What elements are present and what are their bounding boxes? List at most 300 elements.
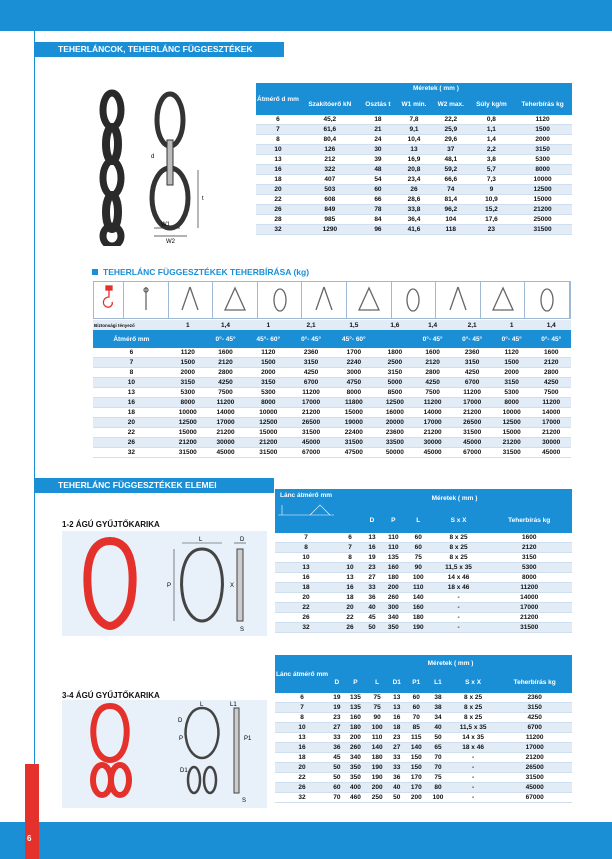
- table-cell: 2120: [486, 543, 572, 553]
- table-row: [256, 195, 572, 205]
- table-cell: 45: [329, 753, 345, 763]
- table-cell: 190: [366, 763, 388, 773]
- table-cell: 11800: [331, 398, 377, 408]
- table-cell: 170: [405, 773, 427, 783]
- table-cell: 8: [275, 543, 337, 553]
- hook-icon: [94, 282, 124, 318]
- table-row: [275, 553, 572, 563]
- chain-link-diagram-icon: [152, 94, 188, 228]
- table-cell: 59,2: [432, 165, 470, 175]
- table-cell: 20000: [377, 418, 413, 428]
- r34-col-D: D: [329, 671, 345, 693]
- angle-range: [170, 330, 206, 348]
- table-cell: 3150: [492, 378, 532, 388]
- table-cell: 1120: [170, 348, 206, 358]
- table-cell: 54: [360, 175, 396, 185]
- four-leg-sling-icon: [302, 282, 347, 318]
- table-row: [275, 703, 572, 713]
- table-row: [275, 783, 572, 793]
- table-cell: 17000: [497, 743, 572, 753]
- table-cell: 180: [366, 753, 388, 763]
- table-cell: 20: [275, 763, 329, 773]
- table-cell: 8: [337, 553, 363, 563]
- table-cell: 50: [363, 623, 381, 633]
- table-cell: 21200: [497, 753, 572, 763]
- table-cell: 8: [275, 713, 329, 723]
- r12-col-P: P: [381, 508, 406, 533]
- table-cell: 190: [406, 623, 431, 633]
- table-cell: 1600: [531, 348, 571, 358]
- table-cell: 26500: [497, 763, 572, 773]
- table-cell: 4250: [206, 378, 246, 388]
- table-cell: 10,4: [396, 135, 432, 145]
- table-cell: 1600: [413, 348, 453, 358]
- table-cell: 16: [388, 713, 405, 723]
- two-leg-sling-icon: [169, 282, 214, 318]
- table-cell: 7500: [531, 388, 571, 398]
- table-row: [93, 358, 571, 368]
- table-cell: 31500: [492, 448, 532, 458]
- table-cell: 66: [360, 195, 396, 205]
- table-row: [256, 215, 572, 225]
- col-capacity: Teherbírás kg: [513, 93, 572, 115]
- table-cell: 17000: [486, 603, 572, 613]
- table-row: [93, 388, 571, 398]
- capacity-table: [93, 320, 571, 458]
- table-cell: 18: [388, 723, 405, 733]
- table-cell: 33: [363, 583, 381, 593]
- table-cell: 11200: [486, 583, 572, 593]
- table-row: [275, 743, 572, 753]
- table-cell: 33500: [377, 438, 413, 448]
- table-row: [256, 135, 572, 145]
- table-cell: 8 x 25: [449, 693, 498, 703]
- table-row: [93, 448, 571, 458]
- table-cell: 2000: [513, 135, 572, 145]
- table-cell: 4250: [452, 368, 492, 378]
- table-cell: 36: [363, 593, 381, 603]
- table-cell: 21200: [291, 408, 331, 418]
- ring12-table: [275, 489, 572, 633]
- r34-label-L1: L1: [230, 702, 237, 708]
- table-cell: 21200: [245, 438, 291, 448]
- table-cell: 23: [470, 225, 514, 235]
- r34-label-P1: P1: [244, 736, 252, 742]
- table-cell: 8 x 25: [431, 543, 487, 553]
- table-row: [256, 185, 572, 195]
- angle-range: 0°- 45°: [531, 330, 571, 348]
- table-cell: 45000: [291, 438, 331, 448]
- safety-factor: 1,4: [531, 320, 571, 330]
- table-cell: 8000: [492, 398, 532, 408]
- table-cell: 40: [363, 603, 381, 613]
- table-cell: 14000: [531, 408, 571, 418]
- table-cell: 407: [300, 175, 360, 185]
- table-cell: 25,9: [432, 125, 470, 135]
- table-cell: 30000: [531, 438, 571, 448]
- chain-table: [256, 83, 572, 235]
- table-row: [256, 155, 572, 165]
- table-cell: 13: [256, 155, 300, 165]
- r12-label-S: S: [240, 627, 245, 633]
- angle-range: 45°- 60°: [331, 330, 377, 348]
- safety-factor: 1,5: [331, 320, 377, 330]
- ring34-title: 3-4 ÁGÚ GYŰJTŐKARIKA: [62, 691, 160, 700]
- table-cell: 30000: [206, 438, 246, 448]
- table-cell: 75: [366, 693, 388, 703]
- table-cell: 5300: [486, 563, 572, 573]
- table-cell: 60: [406, 543, 431, 553]
- table-cell: 1500: [245, 358, 291, 368]
- table-cell: 2800: [531, 368, 571, 378]
- table-row: [275, 723, 572, 733]
- table-cell: 18 x 46: [431, 583, 487, 593]
- section-title-chains: TEHERLÁNCOK, TEHERLÁNC FÜGGESZTÉKEK: [34, 42, 284, 57]
- table-row: [275, 763, 572, 773]
- table-row: [93, 418, 571, 428]
- table-cell: 61,6: [300, 125, 360, 135]
- table-cell: 5,7: [470, 165, 514, 175]
- table-cell: 48,1: [432, 155, 470, 165]
- table-cell: 200: [405, 793, 427, 803]
- table-cell: 78: [360, 205, 396, 215]
- table-cell: 50: [329, 773, 345, 783]
- table-cell: 13: [275, 733, 329, 743]
- table-cell: 15000: [170, 428, 206, 438]
- table-cell: 90: [406, 563, 431, 573]
- ring34-table: [275, 655, 572, 803]
- table-cell: 21200: [513, 205, 572, 215]
- table-cell: 45000: [531, 448, 571, 458]
- table-cell: 45000: [206, 448, 246, 458]
- table-row: [93, 428, 571, 438]
- table-cell: 180: [345, 723, 367, 733]
- table-cell: 18: [275, 753, 329, 763]
- table-cell: 36: [388, 773, 405, 783]
- table-cell: 20: [275, 593, 337, 603]
- two-leg-sling-wide-icon: [213, 282, 258, 318]
- table-cell: 18: [360, 115, 396, 125]
- table-cell: 2800: [413, 368, 453, 378]
- table-cell: 2800: [206, 368, 246, 378]
- table-cell: 17000: [206, 418, 246, 428]
- table-cell: 3000: [331, 368, 377, 378]
- single-leg-sling-icon: [124, 282, 169, 318]
- table-cell: 126: [300, 145, 360, 155]
- table-row: [275, 773, 572, 783]
- table-cell: 25000: [513, 215, 572, 225]
- table-row: [275, 623, 572, 633]
- table-cell: 27: [329, 723, 345, 733]
- table-cell: -: [449, 793, 498, 803]
- left-rule: [34, 31, 35, 831]
- table-cell: 96: [360, 225, 396, 235]
- table-cell: 23,4: [396, 175, 432, 185]
- safety-factor: 1,4: [413, 320, 453, 330]
- basket-sling-icon: [436, 282, 481, 318]
- table-cell: 33: [388, 763, 405, 773]
- r34-label-L: L: [200, 702, 204, 708]
- table-cell: 7: [256, 125, 300, 135]
- table-cell: 60: [360, 185, 396, 195]
- table-cell: 6: [337, 533, 363, 543]
- table-cell: 135: [345, 703, 367, 713]
- table-cell: 10000: [513, 175, 572, 185]
- angle-range: 0°- 45°: [492, 330, 532, 348]
- table-cell: 85: [405, 723, 427, 733]
- r12-col-L: L: [406, 508, 431, 533]
- table-cell: 8 x 25: [449, 713, 498, 723]
- table-cell: 70: [427, 753, 449, 763]
- table-cell: 17000: [413, 418, 453, 428]
- r34-col-cap: Teherbírás kg: [497, 671, 572, 693]
- table-cell: 40: [427, 723, 449, 733]
- table-cell: 7: [337, 543, 363, 553]
- table-cell: 50: [329, 763, 345, 773]
- top-bar: [0, 0, 612, 31]
- table-cell: 45000: [452, 438, 492, 448]
- table-cell: 8 x 25: [431, 533, 487, 543]
- table-cell: 3150: [245, 378, 291, 388]
- r34-col-SX: S x X: [449, 671, 498, 693]
- table-cell: 22: [337, 613, 363, 623]
- ring12-title: 1-2 ÁGÚ GYŰJTŐKARIKA: [62, 520, 160, 529]
- table-cell: 340: [381, 613, 406, 623]
- table-cell: 60: [406, 533, 431, 543]
- table-cell: 350: [381, 623, 406, 633]
- table-cell: 19: [363, 553, 381, 563]
- table-cell: 67000: [291, 448, 331, 458]
- table-cell: 11,5 x 35: [449, 723, 498, 733]
- table-cell: 21200: [206, 428, 246, 438]
- table-cell: 20: [256, 185, 300, 195]
- capacity-title: TEHERLÁNC FÜGGESZTÉKEK TEHERBÍRÁSA (kg): [92, 267, 309, 277]
- table-cell: 8000: [331, 388, 377, 398]
- table-cell: 67000: [452, 448, 492, 458]
- table-cell: 100: [427, 793, 449, 803]
- table-cell: 5300: [513, 155, 572, 165]
- ring34-illustration: [62, 700, 267, 808]
- safety-factor: 1: [245, 320, 291, 330]
- r34-col-L: L: [366, 671, 388, 693]
- table-cell: 34: [427, 713, 449, 723]
- table-cell: 60: [329, 783, 345, 793]
- table-cell: 260: [381, 593, 406, 603]
- r12-chain-header: Lánc átmérő mm: [275, 489, 337, 533]
- table-cell: 31500: [291, 428, 331, 438]
- table-cell: 118: [432, 225, 470, 235]
- table-cell: 11200: [206, 398, 246, 408]
- table-cell: -: [449, 753, 498, 763]
- table-cell: 3150: [497, 703, 572, 713]
- table-cell: 6700: [452, 378, 492, 388]
- table-cell: 14 x 35: [449, 733, 498, 743]
- table-cell: 3150: [452, 358, 492, 368]
- table-cell: 10000: [245, 408, 291, 418]
- table-cell: 16: [275, 573, 337, 583]
- r12-label-X: X: [230, 583, 235, 589]
- table-row: [275, 533, 572, 543]
- table-cell: 1120: [245, 348, 291, 358]
- table-cell: 70: [427, 763, 449, 773]
- table-row: [275, 593, 572, 603]
- table-cell: 1600: [486, 533, 572, 543]
- table-cell: 503: [300, 185, 360, 195]
- table-cell: 30: [360, 145, 396, 155]
- angle-range: 0°- 45°: [291, 330, 331, 348]
- table-cell: 14000: [413, 408, 453, 418]
- table-row: [275, 603, 572, 613]
- table-cell: 17000: [531, 418, 571, 428]
- table-row: [93, 378, 571, 388]
- section-title-elements: TEHERLÁNC FÜGGESZTÉKEK ELEMEI: [34, 478, 274, 493]
- table-cell: 45000: [497, 783, 572, 793]
- r34-col-L1: L1: [427, 671, 449, 693]
- table-cell: 65: [427, 743, 449, 753]
- table-cell: 212: [300, 155, 360, 165]
- table-cell: 16: [363, 543, 381, 553]
- angle-range: 45°- 60°: [245, 330, 291, 348]
- table-cell: 37: [432, 145, 470, 155]
- table-cell: 50000: [377, 448, 413, 458]
- table-row: [275, 793, 572, 803]
- table-cell: 110: [406, 583, 431, 593]
- table-cell: 50: [427, 733, 449, 743]
- table-cell: 10000: [170, 408, 206, 418]
- table-cell: 2000: [245, 368, 291, 378]
- table-cell: 115: [405, 733, 427, 743]
- table-cell: 1500: [513, 125, 572, 135]
- table-cell: 32: [275, 623, 337, 633]
- ring12-illustration: [62, 531, 267, 636]
- table-cell: 14 x 46: [431, 573, 487, 583]
- group-header: Méretek ( mm ): [300, 83, 572, 93]
- table-cell: 5300: [492, 388, 532, 398]
- table-cell: 2500: [377, 358, 413, 368]
- table-cell: 80,4: [300, 135, 360, 145]
- table-cell: 16: [275, 743, 329, 753]
- table-cell: 29,6: [432, 135, 470, 145]
- chain-size-icon: [276, 501, 336, 517]
- table-cell: 45: [363, 613, 381, 623]
- table-cell: 45000: [413, 448, 453, 458]
- table-cell: 23: [363, 563, 381, 573]
- table-cell: 6: [275, 693, 329, 703]
- safety-factor: 2,1: [291, 320, 331, 330]
- r12-col-SX: S x X: [431, 508, 487, 533]
- page-number: 6: [27, 834, 32, 843]
- table-cell: 15000: [245, 428, 291, 438]
- table-cell: 13: [388, 693, 405, 703]
- table-cell: 180: [406, 613, 431, 623]
- table-cell: 200: [366, 783, 388, 793]
- table-cell: 8000: [513, 165, 572, 175]
- table-cell: 80: [427, 783, 449, 793]
- safety-factor: 1: [170, 320, 206, 330]
- table-cell: 26: [275, 613, 337, 623]
- table-cell: 22: [256, 195, 300, 205]
- table-cell: 3,8: [470, 155, 514, 165]
- table-cell: 608: [300, 195, 360, 205]
- table-cell: 10000: [492, 408, 532, 418]
- table-cell: 13: [93, 388, 170, 398]
- table-cell: -: [431, 613, 487, 623]
- table-cell: 17000: [452, 398, 492, 408]
- table-cell: 15000: [492, 428, 532, 438]
- table-cell: 400: [345, 783, 367, 793]
- table-cell: 48: [360, 165, 396, 175]
- chain-illustration: [90, 88, 240, 246]
- table-cell: 38: [427, 693, 449, 703]
- table-cell: 50: [388, 793, 405, 803]
- table-cell: 21200: [492, 438, 532, 448]
- table-cell: 45,2: [300, 115, 360, 125]
- col-pitch: Osztás t: [360, 93, 396, 115]
- table-cell: 11200: [413, 398, 453, 408]
- table-cell: 322: [300, 165, 360, 175]
- diameter-label: Átmérő mm: [93, 330, 170, 348]
- table-cell: 22: [93, 428, 170, 438]
- table-cell: 15000: [513, 195, 572, 205]
- double-basket-sling-icon: [525, 282, 570, 318]
- table-cell: 8 x 25: [449, 703, 498, 713]
- table-cell: 100: [366, 723, 388, 733]
- table-row: [256, 165, 572, 175]
- table-cell: 1700: [331, 348, 377, 358]
- r12-label-P: P: [167, 583, 172, 589]
- table-cell: 33: [329, 733, 345, 743]
- table-cell: 31500: [513, 225, 572, 235]
- table-cell: 13: [396, 145, 432, 155]
- table-cell: 10,9: [470, 195, 514, 205]
- table-cell: 13: [337, 573, 363, 583]
- table-cell: 32: [256, 225, 300, 235]
- r34-col-D1: D1: [388, 671, 405, 693]
- table-cell: 13: [363, 533, 381, 543]
- table-row: [256, 115, 572, 125]
- table-cell: 2360: [497, 693, 572, 703]
- table-cell: 8000: [170, 398, 206, 408]
- table-cell: 67000: [497, 793, 572, 803]
- table-cell: 985: [300, 215, 360, 225]
- table-cell: 4250: [413, 378, 453, 388]
- bottom-bar: [0, 822, 612, 859]
- table-row: [275, 753, 572, 763]
- table-cell: 12500: [170, 418, 206, 428]
- table-cell: 81,4: [432, 195, 470, 205]
- table-cell: 110: [381, 533, 406, 543]
- angle-range: 0°- 45°: [452, 330, 492, 348]
- table-cell: 41,6: [396, 225, 432, 235]
- table-cell: 31500: [245, 448, 291, 458]
- col-w2: W2 max.: [432, 93, 470, 115]
- table-cell: 10: [275, 723, 329, 733]
- table-cell: 4250: [531, 378, 571, 388]
- table-cell: 7: [93, 358, 170, 368]
- table-cell: 110: [381, 543, 406, 553]
- capacity-icon-row: [93, 281, 571, 319]
- table-cell: 66,6: [432, 175, 470, 185]
- table-cell: 100: [406, 573, 431, 583]
- table-row: [275, 733, 572, 743]
- table-cell: 104: [432, 215, 470, 225]
- table-cell: 31500: [331, 438, 377, 448]
- table-cell: 8000: [245, 398, 291, 408]
- table-cell: 70: [405, 713, 427, 723]
- table-cell: 160: [381, 563, 406, 573]
- table-cell: 26: [337, 623, 363, 633]
- table-cell: 74: [432, 185, 470, 195]
